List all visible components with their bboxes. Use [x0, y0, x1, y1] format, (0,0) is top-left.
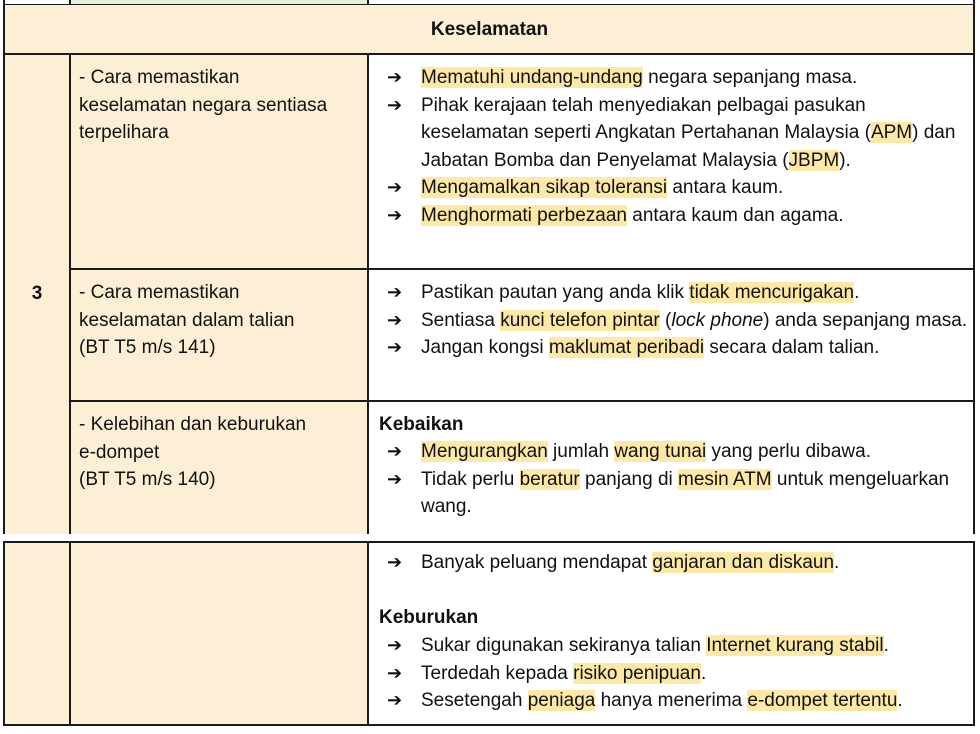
item-text: jumlah [547, 441, 615, 462]
arrow-icon: ➔ [387, 441, 403, 461]
details-list-3 [379, 438, 969, 521]
item-text: Terdedah kepada [421, 662, 574, 684]
continued-list-top [379, 549, 969, 577]
item-text: negara sepanjang masa. [642, 67, 858, 88]
item-text: Tidak perlu [421, 468, 520, 490]
item-text: ) anda sepanjang masa. [763, 309, 968, 331]
arrow-icon: ➔ [387, 67, 403, 87]
arrow-icon: ➔ [387, 282, 403, 302]
item-text: . [854, 282, 860, 303]
highlighted-text: Mematuhi undang-undang [421, 67, 643, 88]
highlighted-text: Mengamalkan sikap toleransi [421, 177, 668, 198]
arrow-icon: ➔ [387, 690, 403, 710]
border-right-top [973, 0, 975, 534]
topic-cell-1 [79, 64, 364, 147]
border-continued-bottom [3, 724, 975, 726]
topic-line: (BT T5 m/s 140) [79, 469, 216, 490]
arrow-icon: ➔ [387, 177, 403, 197]
bullet-item [379, 632, 969, 660]
topic-line: keselamatan negara sentiasa [79, 94, 328, 116]
bullet-item [379, 202, 969, 230]
item-text: Sentiasa [421, 309, 501, 331]
bullet-item [379, 279, 969, 307]
item-text: lock phone [671, 309, 764, 331]
item-text: yang perlu dibawa. [706, 441, 871, 462]
item-text: antara kaum. [667, 177, 784, 198]
advantages-heading: Kebaikan [379, 414, 464, 435]
arrow-icon: ➔ [387, 468, 403, 489]
item-text: antara kaum dan agama. [626, 204, 844, 226]
border-continued-col-1 [69, 541, 71, 726]
topic-cell-2 [79, 279, 364, 362]
item-text: . [834, 552, 840, 573]
border-continued-top [3, 541, 975, 543]
section-title: Keselamatan [430, 19, 549, 40]
item-text: . [897, 690, 903, 711]
topic-line: (BT T5 m/s 141) [79, 337, 216, 358]
highlighted-text: risiko penipuan [573, 662, 701, 684]
border-stub-2 [367, 0, 369, 5]
arrow-icon: ➔ [387, 662, 403, 683]
item-text: Banyak peluang mendapat [421, 552, 653, 573]
topic-line: keselamatan dalam talian [79, 309, 295, 331]
disadvantages-heading: Keburukan [379, 607, 479, 628]
item-text: ). [839, 149, 851, 171]
arrow-icon: ➔ [387, 94, 403, 115]
highlighted-text: beratur [519, 468, 580, 490]
item-text: ( [659, 309, 672, 331]
highlighted-text: kunci telefon pintar [500, 309, 660, 331]
highlighted-text: JBPM [788, 149, 840, 171]
bullet-item [379, 174, 969, 202]
arrow-icon: ➔ [387, 309, 403, 330]
bullet-item [379, 549, 969, 577]
highlighted-text: APM [870, 122, 913, 143]
border-continued-left [3, 541, 5, 726]
bullet-item [379, 92, 969, 175]
bullet-item [379, 307, 969, 335]
highlighted-text: ganjaran dan diskaun [652, 552, 835, 573]
continued-list [379, 632, 969, 715]
highlighted-text: maklumat peribadi [548, 337, 705, 358]
item-text: secara dalam talian. [704, 337, 880, 358]
arrow-icon: ➔ [387, 204, 403, 225]
topic-line: - Cara memastikan [79, 67, 240, 88]
border-continued-col-2 [367, 541, 369, 726]
continued-topic-column [70, 542, 368, 725]
item-text: untuk mengeluarkan wang. [421, 468, 950, 517]
border-stub-1 [69, 0, 71, 5]
item-text: panjang di [579, 468, 679, 490]
border-col-1 [69, 54, 71, 534]
arrow-icon: ➔ [387, 337, 403, 357]
border-header-bottom [3, 53, 975, 55]
row-number: 3 [31, 283, 43, 304]
border-header-top [3, 4, 975, 5]
bullet-item [379, 438, 969, 466]
details-list-1 [379, 64, 969, 229]
item-text: . [883, 635, 889, 656]
bullet-item [379, 64, 969, 92]
highlighted-text: e-dompet tertentu [747, 690, 898, 711]
bullet-item [379, 334, 969, 362]
section-header [4, 5, 975, 54]
item-text: Pastikan pautan yang anda klik [421, 282, 690, 303]
border-col-2 [367, 54, 369, 534]
item-text: Pihak kerajaan telah menyediakan pelbagai pasukan keselamatan seperti Angkatan Pertahanan Malaysia ( [421, 94, 871, 143]
highlighted-text: Internet kurang stabil [706, 635, 884, 656]
border-row-1 [69, 268, 975, 270]
topic-line: e-dompet [79, 441, 160, 463]
continued-number-column [4, 542, 70, 725]
item-text: Sukar digunakan sekiranya talian [421, 635, 707, 656]
topic-line: - Cara memastikan [79, 282, 240, 303]
details-list-2 [379, 279, 969, 362]
border-continued-right [973, 541, 975, 726]
border-row-2 [69, 400, 975, 402]
highlighted-text: tidak mencurigakan [689, 282, 855, 303]
item-text: . [700, 662, 707, 684]
highlighted-text: Menghormati perbezaan [421, 204, 627, 226]
highlighted-text: Mengurangkan [421, 441, 548, 462]
highlighted-text: wang tunai [614, 441, 707, 462]
topic-cell-3 [79, 411, 364, 494]
item-text: hanya menerima [595, 690, 748, 711]
highlighted-text: peniaga [527, 690, 596, 711]
topic-line: - Kelebihan dan keburukan [79, 414, 307, 435]
item-text: Sesetengah [421, 690, 528, 711]
topic-line: terpelihara [79, 122, 169, 143]
bullet-item [379, 687, 969, 715]
arrow-icon: ➔ [387, 635, 403, 655]
arrow-icon: ➔ [387, 552, 403, 572]
bullet-item [379, 466, 969, 521]
item-text: Jangan kongsi [421, 337, 549, 358]
border-left-top [3, 0, 5, 534]
item-text: ) dan Jabatan Bomba dan Penyelamat Malaysia ( [421, 122, 956, 171]
highlighted-text: mesin ATM [678, 468, 772, 490]
bullet-item [379, 660, 969, 688]
